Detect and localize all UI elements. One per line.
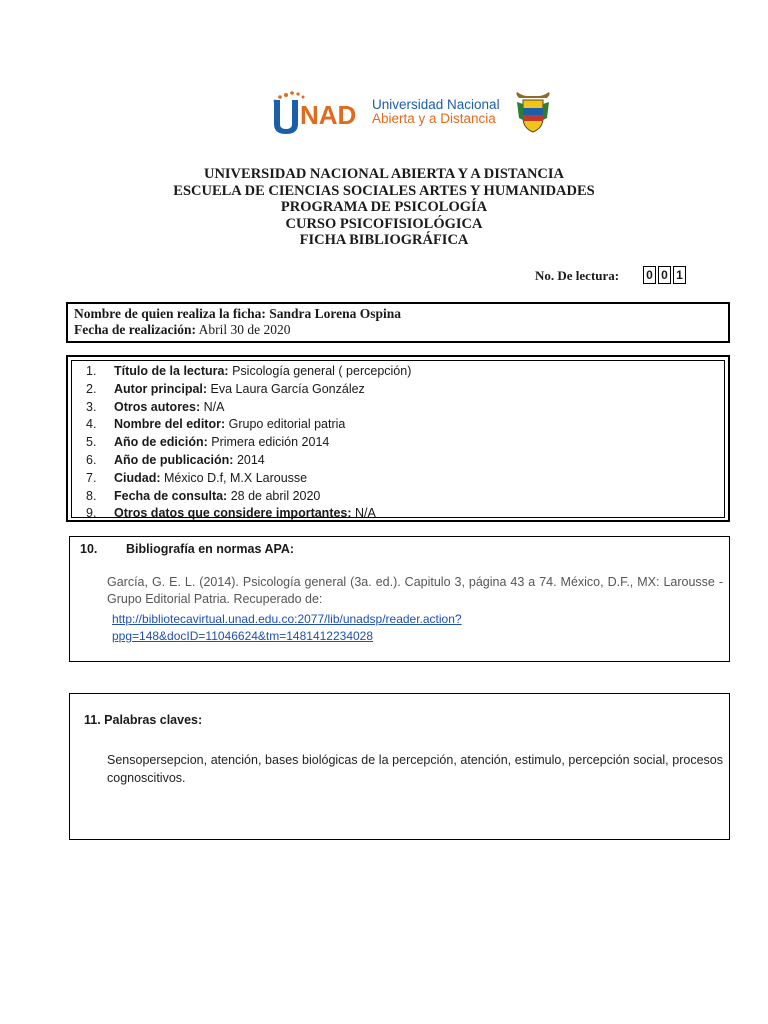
item-label: Año de edición:: [114, 435, 208, 450]
unad-name: [372, 98, 512, 126]
item-number: 4.: [86, 417, 97, 432]
reading-details-box: [66, 355, 730, 522]
item-value: N/A: [355, 506, 376, 521]
item-label: Nombre del editor:: [114, 417, 226, 432]
header-university: UNIVERSIDAD NACIONAL ABIERTA Y A DISTANCIA: [203, 166, 565, 182]
lectura-label: No. De lectura:: [535, 268, 620, 283]
bibliography-link-line1[interactable]: http://bibliotecavirtual.unad.edu.co:2077/lib/unadsp/reader.action?: [112, 612, 462, 626]
keywords-text: Sensopersepcion, atención, bases biológicas de la percepción, atención, estimulo, percepción social, procesos cognoscitivos.: [107, 753, 723, 785]
ficha-date-value: Abril 30 de 2020: [198, 322, 291, 337]
item-value: Primera edición 2014: [211, 435, 330, 450]
bibliography-box: [69, 536, 730, 662]
item-value: Grupo editorial patria: [228, 417, 346, 432]
ficha-name-value: Sandra Lorena Ospina: [269, 306, 402, 321]
list-item: [86, 416, 411, 434]
ficha-date-label: Fecha de realización:: [74, 322, 196, 337]
item-number: 7.: [86, 470, 97, 485]
list-item: [86, 505, 411, 523]
item-value: N/A: [203, 399, 225, 414]
coat-of-arms-icon: [513, 90, 553, 134]
ficha-info-box: [66, 302, 730, 343]
list-item: [86, 470, 411, 488]
list-item: [86, 434, 411, 452]
item-number: 2.: [86, 381, 97, 396]
header-course: CURSO PSICOFISIOLÓGICA: [285, 215, 483, 232]
list-item: [86, 381, 411, 399]
lectura-digit: 0: [658, 266, 671, 284]
item-value: Eva Laura García González: [210, 381, 365, 396]
bibliography-label: Bibliografía en normas APA:: [126, 542, 295, 556]
ficha-name-label: Nombre de quien realiza la ficha:: [74, 306, 266, 321]
item-number: 8.: [86, 488, 97, 503]
item-label: Autor principal:: [114, 381, 208, 396]
lectura-digit: 1: [673, 266, 686, 284]
bibliography-number: 10.: [80, 542, 98, 556]
item-value: 2014: [236, 452, 265, 467]
bibliography-title: [80, 542, 294, 556]
item-label: Ciudad:: [114, 470, 161, 485]
item-label: Título de la lectura:: [114, 364, 229, 378]
item-label: Otros autores:: [114, 399, 201, 414]
list-item: [86, 488, 411, 506]
bibliography-link-line2[interactable]: ppg=148&docID=11046624&tm=1481412234028: [112, 628, 374, 643]
bibliography-citation: García, G. E. L. (2014). Psicología general (3a. ed.). Capitulo 3, página 43 a 74. México, D.F., MX: Larousse - Grupo Editorial Patria. Recuperado de:: [107, 575, 723, 606]
reading-details-list: [86, 363, 411, 523]
item-label: Año de publicación:: [114, 452, 234, 467]
unad-name-line1: Universidad Nacional: [372, 97, 500, 112]
lectura-digit: 0: [643, 266, 656, 284]
item-number: 5.: [86, 435, 97, 450]
list-item: [86, 399, 411, 417]
item-value: México D.f, M.X Larousse: [164, 470, 308, 485]
item-value: 28 de abril 2020: [230, 488, 321, 503]
list-item: [86, 363, 411, 381]
item-value: Psicología general ( percepción): [232, 364, 412, 378]
item-number: 9.: [86, 506, 97, 521]
header-title: FICHA BIBLIOGRÁFICA: [299, 232, 469, 248]
bibliography-link[interactable]: [112, 611, 462, 644]
item-number: 6.: [86, 452, 97, 467]
header-school: ESCUELA DE CIENCIAS SOCIALES ARTES Y HUMANIDADES: [173, 182, 595, 199]
reading-details-inner: [71, 360, 725, 521]
list-item: [86, 452, 411, 470]
lectura-number: [643, 266, 688, 284]
keywords-box: [69, 693, 730, 840]
item-number: 3.: [86, 399, 97, 414]
unad-wordmark-icon: [268, 86, 372, 136]
ficha-name-row: [68, 306, 728, 322]
keywords-title: 11. Palabras claves:: [84, 713, 203, 727]
header-program: PROGRAMA DE PSICOLOGÍA: [280, 199, 488, 215]
item-label: Fecha de consulta:: [114, 488, 228, 503]
svg-text:NAD: NAD: [300, 100, 357, 130]
item-label: Otros datos que considere importantes:: [114, 506, 352, 521]
ficha-date-row: [68, 322, 728, 338]
item-number: 1.: [86, 364, 97, 378]
unad-name-line2: Abierta y a Distancia: [372, 111, 496, 126]
document-header: [0, 166, 768, 249]
